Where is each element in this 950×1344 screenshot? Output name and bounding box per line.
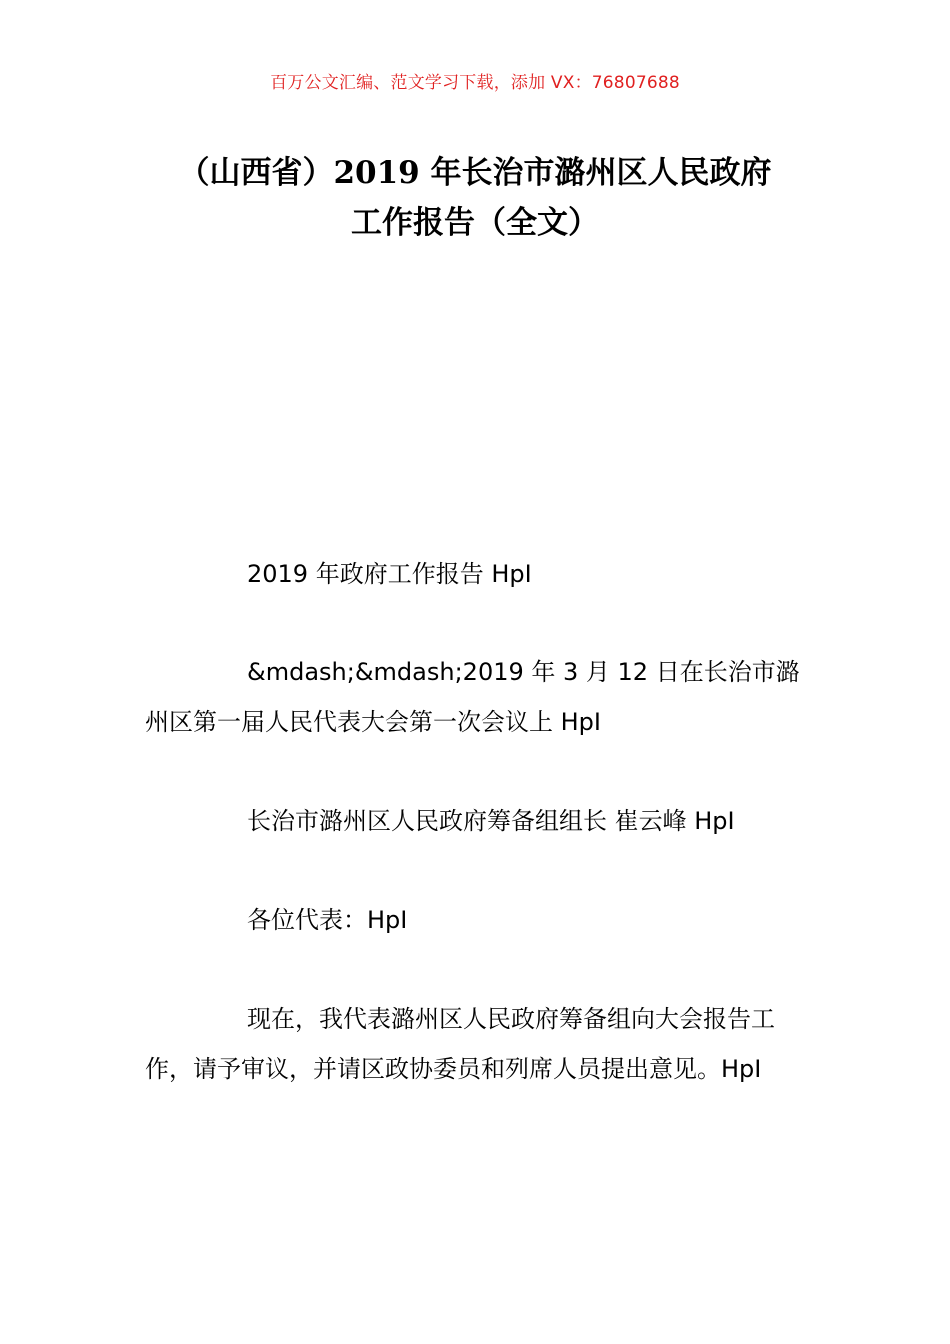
report-author: 长治市潞州区人民政府筹备组组长 崔云峰 HpI [247,807,735,835]
salutation: 各位代表：HpI [247,906,408,934]
document-title [140,148,810,248]
report-heading: 2019 年政府工作报告 HpI [247,560,532,588]
opening-paragraph: 现在，我代表潞州区人民政府筹备组向大会报告工作，请予审议，并请区政协委员和列席人员提出意见。HpI [145,1005,775,1083]
report-date-venue: &mdash;&mdash;2019 年 3 月 12 日在长治市潞州区第一届人民代表大会第一次会议上 HpI [145,658,800,736]
header-note: 百万公文汇编、范文学习下载，添加 VX：76807688 [270,73,680,93]
document-title-line-1: （山西省）2019 年长治市潞州区人民政府 [178,155,772,191]
document-title-line-2: 工作报告（全文） [351,205,599,241]
